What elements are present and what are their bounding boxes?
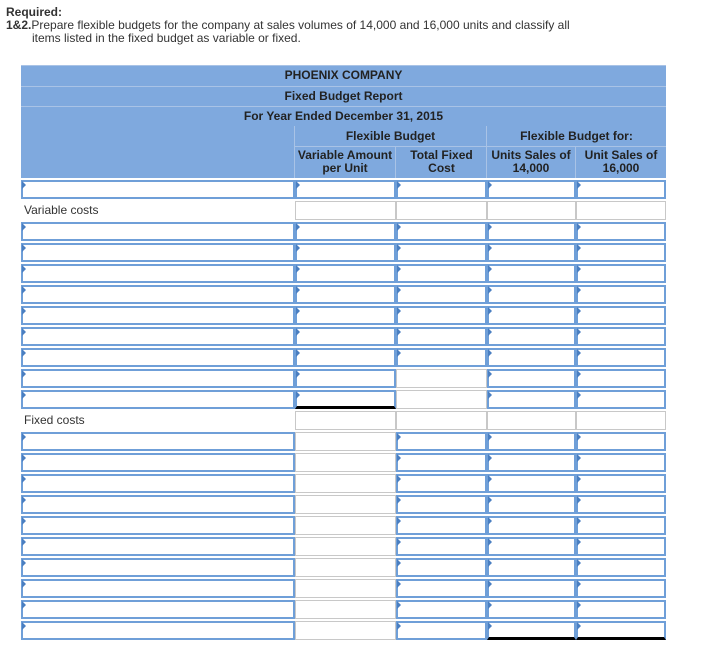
variable-amount-input-11 [295, 453, 396, 472]
sales-14000-input-11[interactable] [487, 453, 576, 472]
item-name-input-8[interactable] [21, 369, 295, 388]
variable-amount-input-19 [295, 621, 396, 640]
flexible-budget-group [295, 126, 487, 178]
variable-amount-header: Variable Amount per Unit [295, 147, 396, 178]
item-name-input-18[interactable] [21, 600, 295, 619]
fixed-cost-input-13[interactable] [396, 495, 487, 514]
fixed-cost-input-15[interactable] [396, 537, 487, 556]
flexible-budget-for-group [487, 126, 666, 178]
sales-14000-input-5[interactable] [487, 306, 576, 325]
item-name-input-6[interactable] [21, 327, 295, 346]
variable-amount-input-7[interactable] [295, 348, 396, 367]
units-14000-header: Units Sales of 14,000 [487, 147, 576, 178]
variable-amount-input-17 [295, 579, 396, 598]
variable-amount-input-18 [295, 600, 396, 619]
variable-amount-input-9[interactable] [295, 390, 396, 409]
instruction-line-2: items listed in the fixed budget as variable or fixed. [32, 31, 301, 45]
variable-costs-label-fixed-cell [396, 201, 487, 220]
variable-amount-input-16 [295, 558, 396, 577]
sales-16000-input-4[interactable] [576, 285, 666, 304]
variable-amount-input-2[interactable] [295, 243, 396, 262]
item-name-input-10[interactable] [21, 432, 295, 451]
variable-costs-label-u16-cell [576, 201, 666, 220]
fixed-cost-input-12[interactable] [396, 474, 487, 493]
fixed-cost-input-14[interactable] [396, 516, 487, 535]
fixed-costs-label-u14-cell [487, 411, 576, 430]
fixed-cost-input-16[interactable] [396, 558, 487, 577]
item-name-input-5[interactable] [21, 306, 295, 325]
required-heading: Required: [6, 5, 63, 19]
sales-14000-input-4[interactable] [487, 285, 576, 304]
sales-16000-input-8[interactable] [576, 369, 666, 388]
column-header-band [21, 126, 666, 178]
item-name-input-3[interactable] [21, 264, 295, 283]
total-fixed-cost-header: Total Fixed Cost [410, 148, 473, 175]
instruction-line-1: Prepare flexible budgets for the company at sales volumes of 14,000 and 16,000 units and classify all [31, 18, 570, 32]
variable-amount-input-5[interactable] [295, 306, 396, 325]
fixed-cost-input-6[interactable] [396, 327, 487, 346]
variable-amount-input-15 [295, 537, 396, 556]
report-period-header: For Year Ended December 31, 2015 [21, 106, 666, 126]
sales-16000-input-18[interactable] [576, 600, 666, 619]
sales-16000-input-15[interactable] [576, 537, 666, 556]
fixed-cost-input-19[interactable] [396, 621, 487, 640]
sales-14000-input-2[interactable] [487, 243, 576, 262]
variable-amount-input-8[interactable] [295, 369, 396, 388]
item-name-input-0[interactable] [21, 180, 295, 199]
item-name-input-13[interactable] [21, 495, 295, 514]
variable-amount-input-3[interactable] [295, 264, 396, 283]
variable-amount-input-13 [295, 495, 396, 514]
sales-16000-input-7[interactable] [576, 348, 666, 367]
sales-14000-input-7[interactable] [487, 348, 576, 367]
fixed-cost-input-3[interactable] [396, 264, 487, 283]
sales-16000-input-13[interactable] [576, 495, 666, 514]
fixed-cost-input-0[interactable] [396, 180, 487, 199]
sales-14000-input-3[interactable] [487, 264, 576, 283]
sales-14000-input-14[interactable] [487, 516, 576, 535]
sales-14000-input-17[interactable] [487, 579, 576, 598]
sales-16000-input-6[interactable] [576, 327, 666, 346]
fixed-cost-input-11[interactable] [396, 453, 487, 472]
fixed-costs-label-u16-cell [576, 411, 666, 430]
sales-14000-input-9[interactable] [487, 390, 576, 409]
sales-16000-input-16[interactable] [576, 558, 666, 577]
blank-header-cell [21, 126, 295, 178]
sales-16000-input-5[interactable] [576, 306, 666, 325]
item-name-input-7[interactable] [21, 348, 295, 367]
sales-16000-input-1[interactable] [576, 222, 666, 241]
variable-costs-label-var-cell [295, 201, 396, 220]
variable-amount-input-12 [295, 474, 396, 493]
item-name-input-1[interactable] [21, 222, 295, 241]
variable-amount-input-0[interactable] [295, 180, 396, 199]
sales-14000-input-16[interactable] [487, 558, 576, 577]
item-name-input-9[interactable] [21, 390, 295, 409]
sales-14000-input-0[interactable] [487, 180, 576, 199]
fixed-cost-input-1[interactable] [396, 222, 487, 241]
instructions [6, 6, 570, 45]
sales-16000-input-17[interactable] [576, 579, 666, 598]
sales-16000-input-14[interactable] [576, 516, 666, 535]
flexible-budget-heading: Flexible Budget [295, 126, 486, 147]
fixed-cost-input-7[interactable] [396, 348, 487, 367]
item-name-input-2[interactable] [21, 243, 295, 262]
sales-16000-input-0[interactable] [576, 180, 666, 199]
requirement-number: 1&2. [6, 18, 32, 32]
sales-16000-input-11[interactable] [576, 453, 666, 472]
fixed-costs-label-fixed-cell [396, 411, 487, 430]
variable-amount-input-14 [295, 516, 396, 535]
fixed-cost-input-4[interactable] [396, 285, 487, 304]
sales-16000-input-3[interactable] [576, 264, 666, 283]
sales-16000-input-9[interactable] [576, 390, 666, 409]
variable-amount-input-10 [295, 432, 396, 451]
flexible-budget-for-heading: Flexible Budget for: [487, 126, 666, 147]
sales-14000-input-13[interactable] [487, 495, 576, 514]
variable-amount-input-1[interactable] [295, 222, 396, 241]
variable-amount-input-4[interactable] [295, 285, 396, 304]
sales-14000-input-6[interactable] [487, 327, 576, 346]
sales-14000-input-8[interactable] [487, 369, 576, 388]
variable-amount-input-6[interactable] [295, 327, 396, 346]
sales-14000-input-1[interactable] [487, 222, 576, 241]
item-name-input-14[interactable] [21, 516, 295, 535]
item-name-input-15[interactable] [21, 537, 295, 556]
variable-costs-label-u14-cell [487, 201, 576, 220]
fixed-costs-label-var-cell [295, 411, 396, 430]
item-name-input-19[interactable] [21, 621, 295, 640]
item-name-input-16[interactable] [21, 558, 295, 577]
item-name-input-4[interactable] [21, 285, 295, 304]
item-name-input-17[interactable] [21, 579, 295, 598]
fixed-cost-input-8 [396, 369, 487, 388]
report-title-header: Fixed Budget Report [21, 86, 666, 106]
fixed-cost-input-10[interactable] [396, 432, 487, 451]
sales-16000-input-12[interactable] [576, 474, 666, 493]
fixed-cost-input-2[interactable] [396, 243, 487, 262]
sales-16000-input-10[interactable] [576, 432, 666, 451]
sales-14000-input-19[interactable] [487, 621, 576, 640]
sales-16000-input-2[interactable] [576, 243, 666, 262]
item-name-input-12[interactable] [21, 474, 295, 493]
item-name-input-11[interactable] [21, 453, 295, 472]
fixed-cost-input-9 [396, 390, 487, 409]
sales-14000-input-10[interactable] [487, 432, 576, 451]
sales-16000-input-19[interactable] [576, 621, 666, 640]
variable-costs-label: Variable costs [24, 203, 99, 217]
company-name-header: PHOENIX COMPANY [21, 65, 666, 86]
fixed-cost-input-17[interactable] [396, 579, 487, 598]
fixed-cost-input-18[interactable] [396, 600, 487, 619]
sales-14000-input-18[interactable] [487, 600, 576, 619]
fixed-cost-input-5[interactable] [396, 306, 487, 325]
sales-14000-input-15[interactable] [487, 537, 576, 556]
units-16000-header: Unit Sales of 16,000 [584, 148, 658, 175]
sales-14000-input-12[interactable] [487, 474, 576, 493]
fixed-costs-label: Fixed costs [24, 413, 85, 427]
